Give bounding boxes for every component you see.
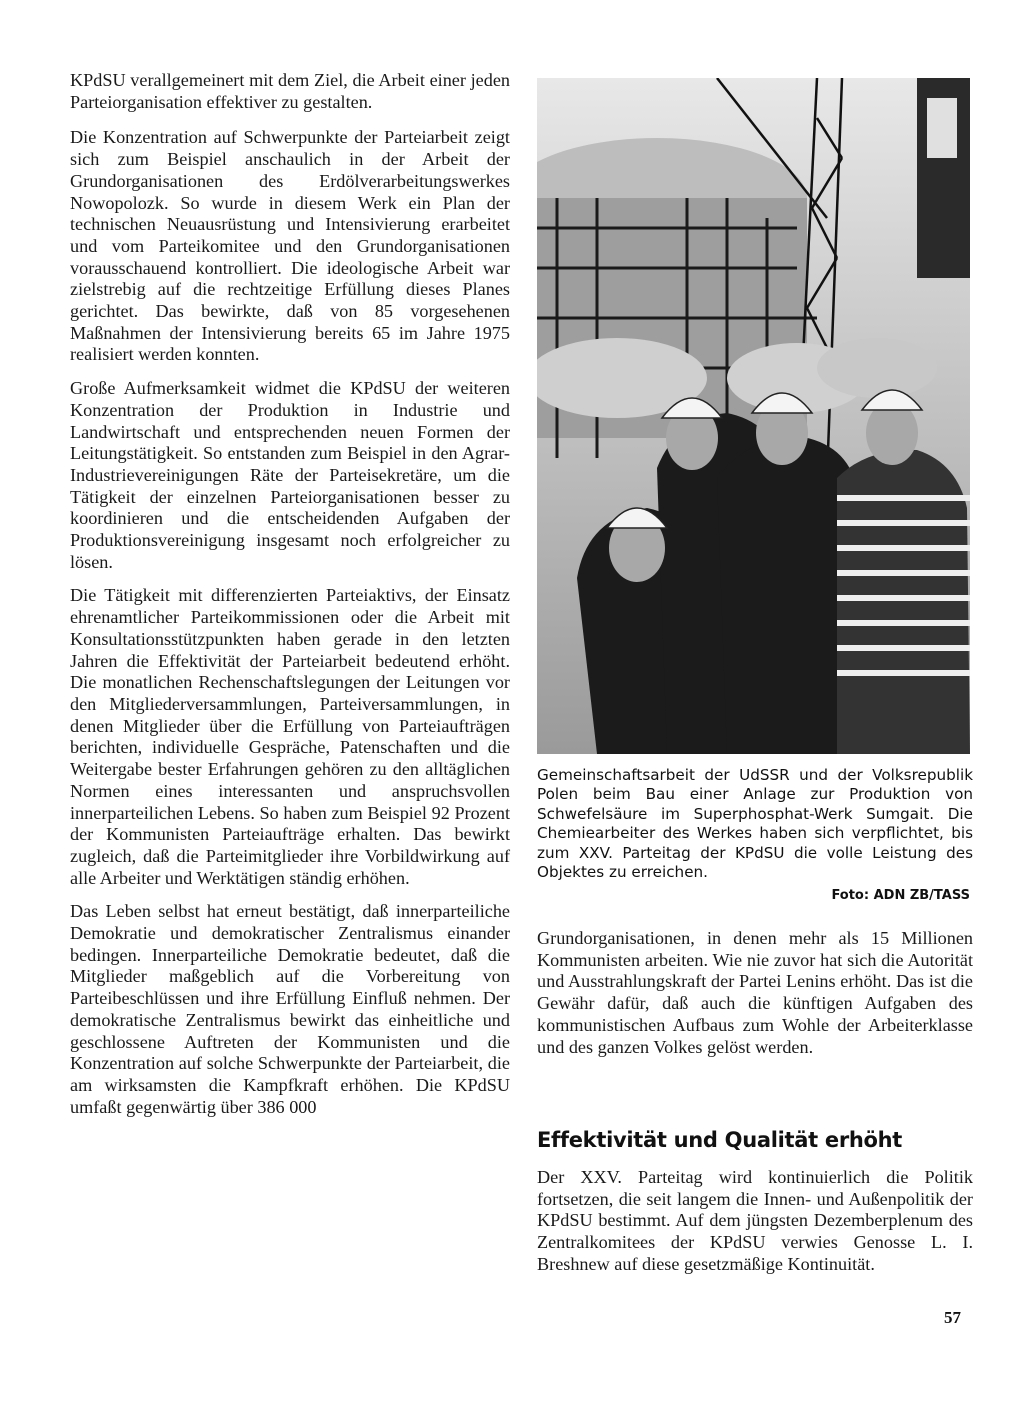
photo-workers-at-plant <box>537 78 970 754</box>
page-number: 57 <box>944 1308 961 1327</box>
right-text-column <box>537 928 973 1070</box>
section-heading: Effektivität und Qualität erhöht <box>537 1128 903 1152</box>
paragraph: KPdSU verallgemeinert mit dem Ziel, die Arbeit einer jeden Parteiorganisation effektiver zu gestalten. <box>70 70 510 112</box>
paragraph: Der XXV. Parteitag wird kontinuierlich die Politik fortsetzen, die seit langem die Innen- und Außenpolitik der KPdSU bestimmt. Auf dem jüngsten Dezemberplenum des Zentralkomitees der KPdSU verwies Genosse L. I. Breshnew auf diese gesetzmäßige Kontinuität. <box>537 1167 973 1274</box>
photo-caption: Gemeinschaftsarbeit der UdSSR und der Volksrepublik Polen beim Bau einer Anlage zur Produktion von Schwefelsäure im Superphosphat-Werk Sumgait. Die Chemiearbeiter des Werkes haben sich verpflichtet, bis zum XXV. Parteitag der KPdSU die volle Leistung des Objektes zu erreichen. <box>537 766 973 882</box>
paragraph: Das Leben selbst hat erneut bestätigt, daß innerparteiliche Demokratie und demokratischer Zentralismus einander bedingen. Innerparteiliche Demokratie bedeutet, daß die Mitglieder maßgeblich auf die Vorbereitung von Parteibeschlüssen und ihre Erfüllung Einfluß nehmen. Der demokratische Zentralismus bewirkt das einheitliche und geschlossene Auftreten der Kommunisten und die Konzentration auf solche Schwerpunkte der Parteiarbeit, die am wirksamsten die Kampfkraft erhöhen. Die KPdSU umfaßt gegenwärtig über 386 000 <box>70 901 510 1117</box>
right-text-column-lower <box>537 1167 973 1276</box>
paragraph: Große Aufmerksamkeit widmet die KPdSU der weiteren Konzentration der Produktion in Industrie und Landwirtschaft und entsprechenden neuen Formen der Leitungstätigkeit. So entstanden zum Beispiel in den Agrar-Industrievereinigungen Räte der Parteisekretäre, um die Tätigkeit der einzelnen Parteiorganisationen besser zu koordinieren und die entscheidenden Aufgaben der Produktionsvereinigung insgesamt noch erfolgreicher zu lösen. <box>70 378 510 572</box>
photo-credit: Foto: ADN ZB/TASS <box>831 888 970 903</box>
left-text-column <box>70 70 510 1130</box>
paragraph: Grundorganisationen, in denen mehr als 15 Millionen Kommunisten arbeiten. Wie nie zuvor hat sich die Autorität und Ausstrahlungskraft der Partei Lenins erhöht. Das ist die Gewähr dafür, daß auch die künftigen Aufgaben des kommunistischen Aufbaus zum Wohle der Arbeiterklasse und des ganzen Volkes gelöst werden. <box>537 928 973 1057</box>
paragraph: Die Tätigkeit mit differenzierten Parteiaktivs, der Einsatz ehrenamtlicher Parteikommissionen oder die Arbeit mit Konsultationsstützpunkten haben gerade in den letzten Jahren die Effektivität der Parteiarbeit bedeutend erhöht. Die monatlichen Rechenschaftslegungen der Leitungen vor den Mitgliederversammlungen, Parteiversammlungen, in denen Mitglieder über die Erfüllung von Parteiaufträgen berichten, individuelle Gespräche, Patenschaften und die Weitergabe bester Erfahrungen gehören zu den alltäglichen Normen eines interessanten und anspruchsvollen innerparteilichen Lebens. So haben zum Beispiel 92 Prozent der Kommunisten Parteiaufträge erhalten. Das bewirkt zugleich, daß die Parteimitglieder ihre Vorbildwirkung auf alle Arbeiter und Werktätigen ständig erhöhen. <box>70 585 510 888</box>
paragraph: Die Konzentration auf Schwerpunkte der Parteiarbeit zeigt sich zum Beispiel anschaulich in der Arbeit der Grundorganisationen des Erdölverarbeitungswerkes Nowopolozk. So wurde in diesem Werk ein Plan der technischen Neuausrüstung und Intensivierung erarbeitet und vom Parteikomitee und den Grundorganisationen vorausschauend kontrolliert. Die ideologische Arbeit war zielstrebig auf die rechtzeitige Erfüllung dieses Planes gerichtet. Das bewirkte, daß von 85 vorgesehenen Maßnahmen der Intensivierung bereits 65 im Jahre 1975 realisiert werden konnten. <box>70 127 510 365</box>
